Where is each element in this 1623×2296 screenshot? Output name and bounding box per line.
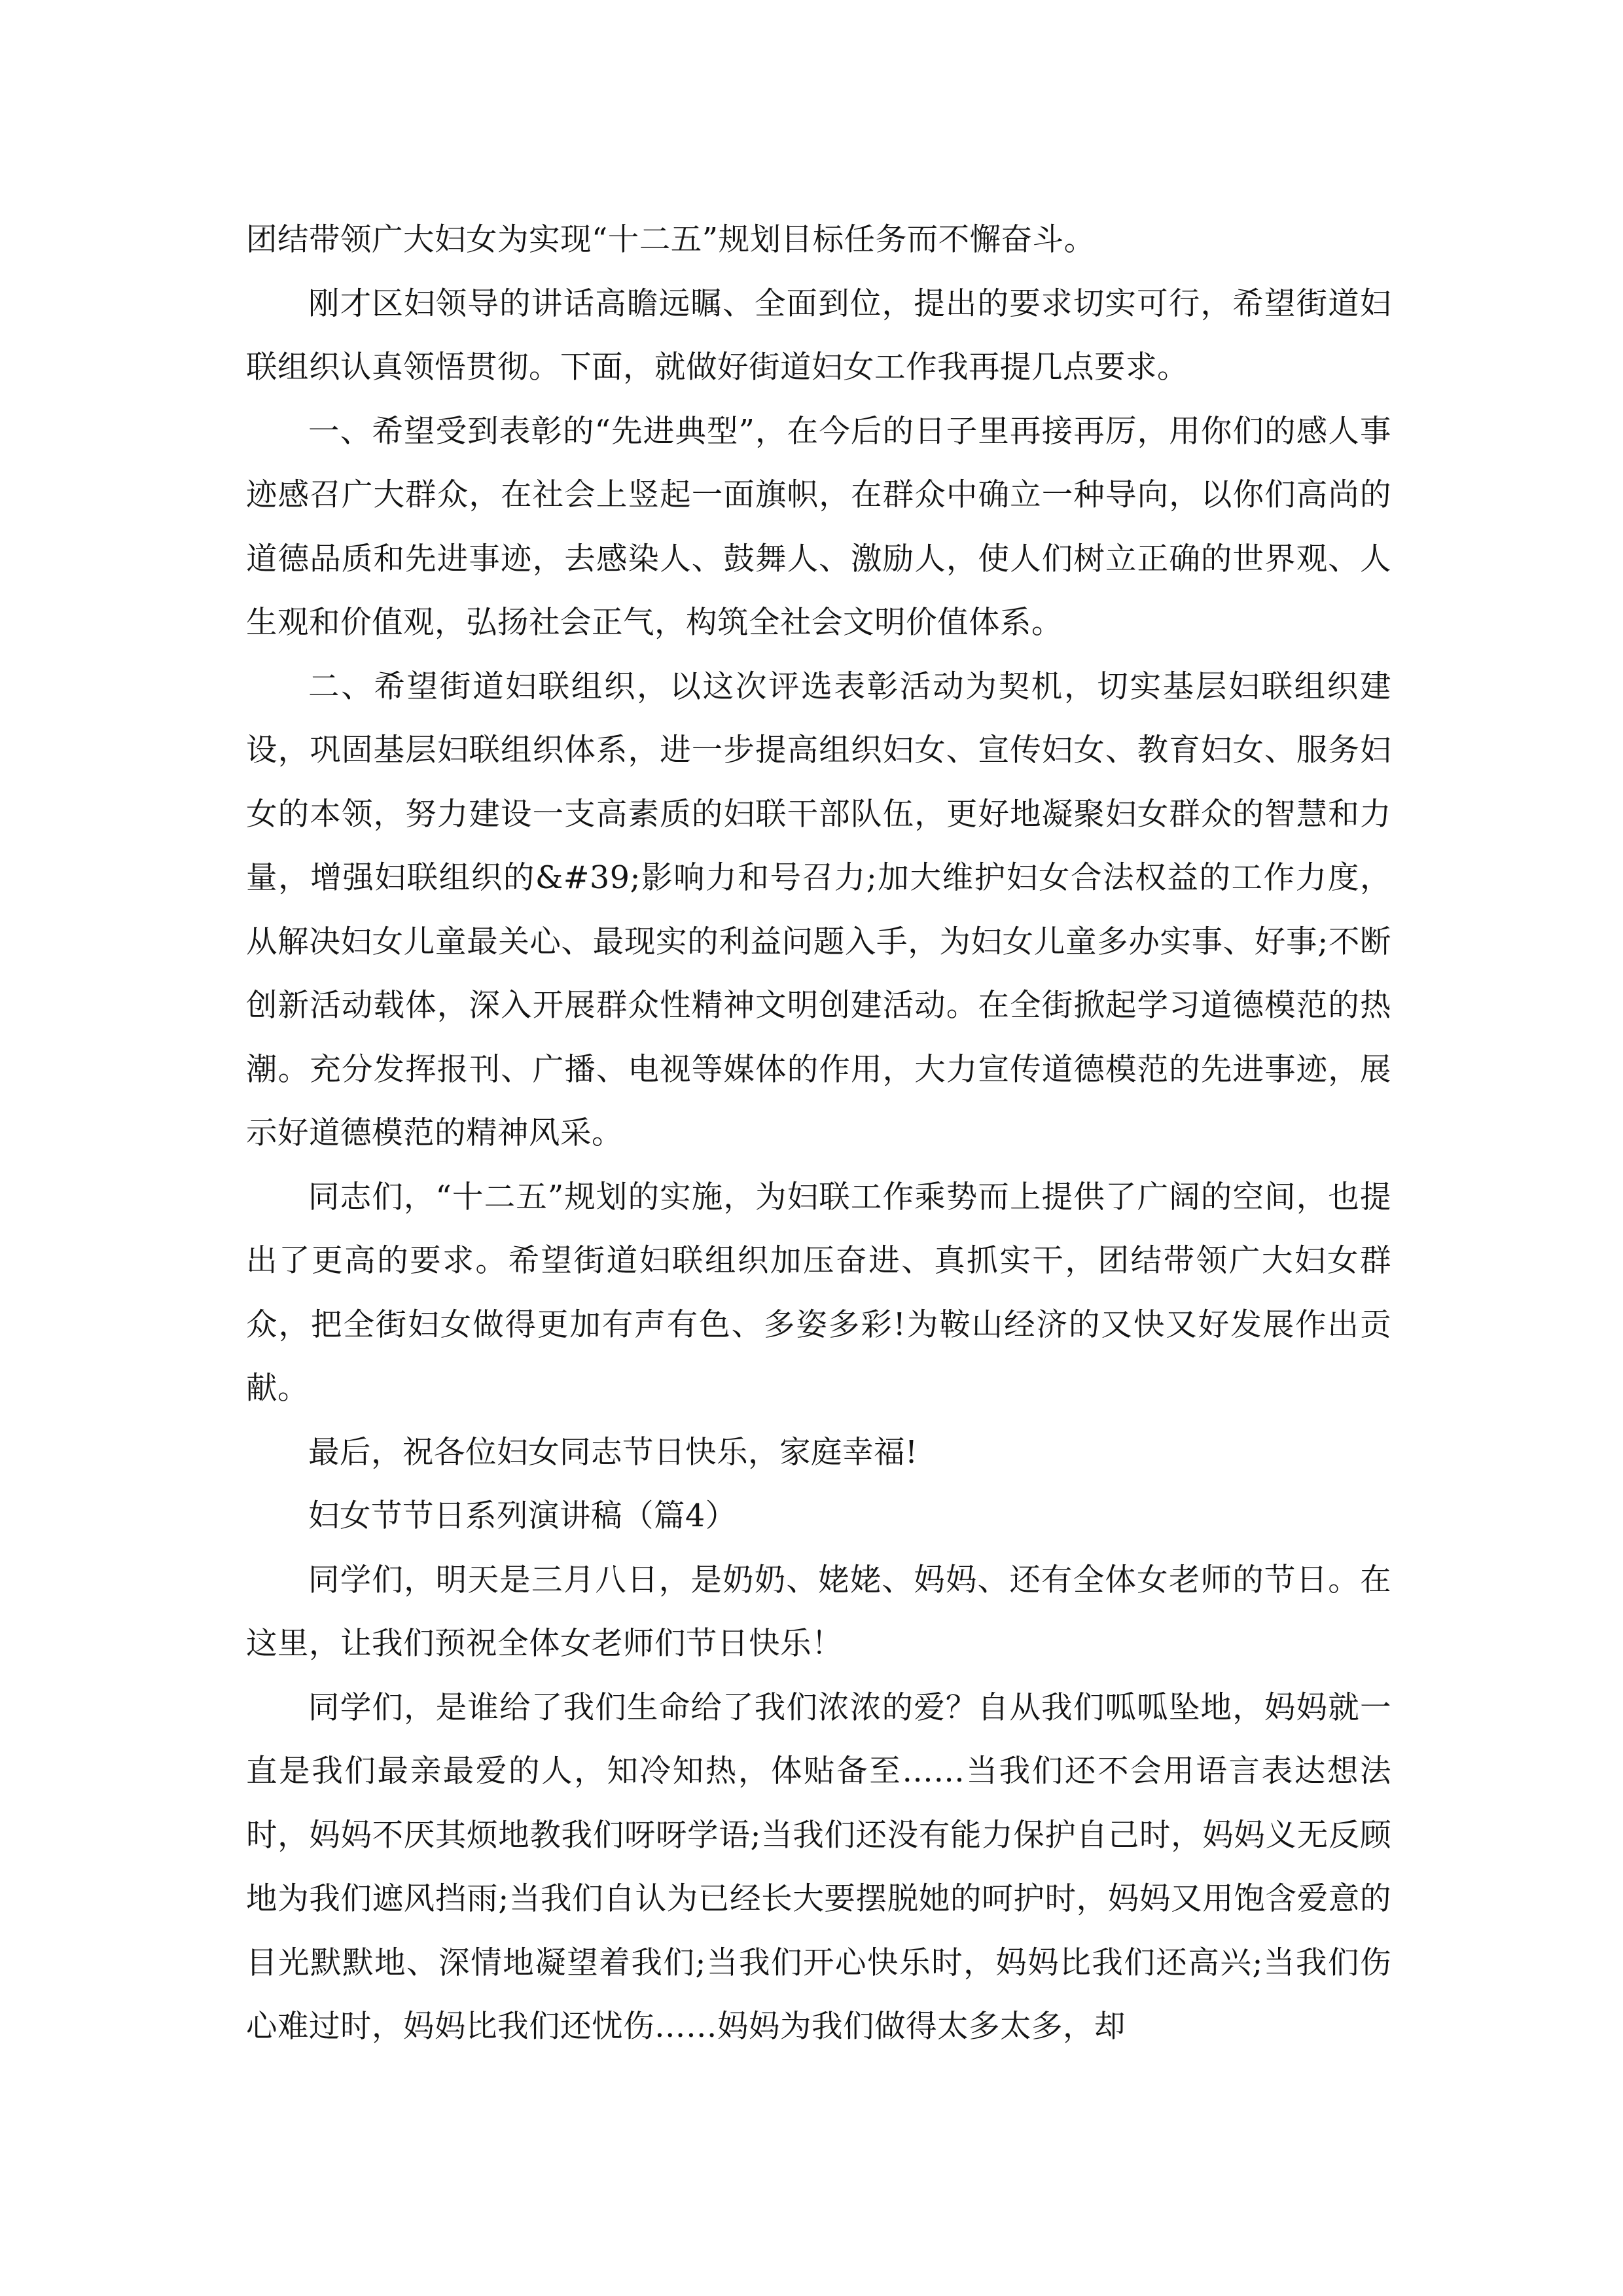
- paragraph-point-two: 二、希望街道妇联组织，以这次评选表彰活动为契机，切实基层妇联组织建设，巩固基层妇联组织体系，进一步提高组织妇女、宣传妇女、教育妇女、服务妇女的本领，努力建设一支高素质的妇联干部队伍，更好地凝聚妇女群众的智慧和力量，增强妇联组织的&#39;影响力和号召力;加大维护妇女合法权益的工作力度，从解决妇女儿童最关心、最现实的利益问题入手，为妇女儿童多办实事、好事;不断创新活动载体，深入开展群众性精神文明创建活动。在全街掀起学习道德模范的热潮。充分发挥报刊、广播、电视等媒体的作用，大力宣传道德模范的先进事迹，展示好道德模范的精神风采。: [246, 668, 1391, 1151]
- paragraph-greeting: 同学们，明天是三月八日，是奶奶、姥姥、妈妈、还有全体女老师的节日。在这里，让我们预祝全体女老师们节日快乐！: [246, 1562, 1391, 1662]
- paragraph-point-one: 一、希望受到表彰的“先进典型”，在今后的日子里再接再厉，用你们的感人事迹感召广大群众，在社会上竖起一面旗帜，在群众中确立一种导向，以你们高尚的道德品质和先进事迹，去感染人、鼓舞人、激励人，使人们树立正确的世界观、人生观和价值观，弘扬社会正气，构筑全社会文明价值体系。: [246, 413, 1391, 641]
- paragraph-closing: 最后，祝各位妇女同志节日快乐，家庭幸福!: [308, 1434, 918, 1471]
- paragraph-comrades: 同志们，“十二五”规划的实施，为妇联工作乘势而上提供了广阔的空间，也提出了更高的要求。希望街道妇联组织加压奋进、真抓实干，团结带领广大妇女群众，把全街妇女做得更加有声有色、多姿多彩!为鞍山经济的又快又好发展作出贡献。: [246, 1179, 1391, 1407]
- paragraph-continuation: 团结带领广大妇女为实现“十二五”规划目标任务而不懈奋斗。: [246, 222, 1096, 258]
- paragraph-mothers: 同学们，是谁给了我们生命给了我们浓浓的爱？自从我们呱呱坠地，妈妈就一直是我们最亲最爱的人，知冷知热，体贴备至……当我们还不会用语言表达想法时，妈妈不厌其烦地教我们呀呀学语;当我们还没有能力保护自己时，妈妈义无反顾地为我们遮风挡雨;当我们自认为已经长大要摆脱她的呵护时，妈妈又用饱含爱意的目光默默地、深情地凝望着我们;当我们开心快乐时，妈妈比我们还高兴;当我们伤心难过时，妈妈比我们还忧伤……妈妈为我们做得太多太多，却: [246, 1689, 1391, 2045]
- document-page: [246, 208, 1391, 2059]
- paragraph-intro: 刚才区妇领导的讲话高瞻远瞩、全面到位，提出的要求切实可行，希望街道妇联组织认真领悟贯彻。下面，就做好街道妇女工作我再提几点要求。: [246, 285, 1391, 386]
- section-title: 妇女节节日系列演讲稿（篇4）: [308, 1498, 737, 1534]
